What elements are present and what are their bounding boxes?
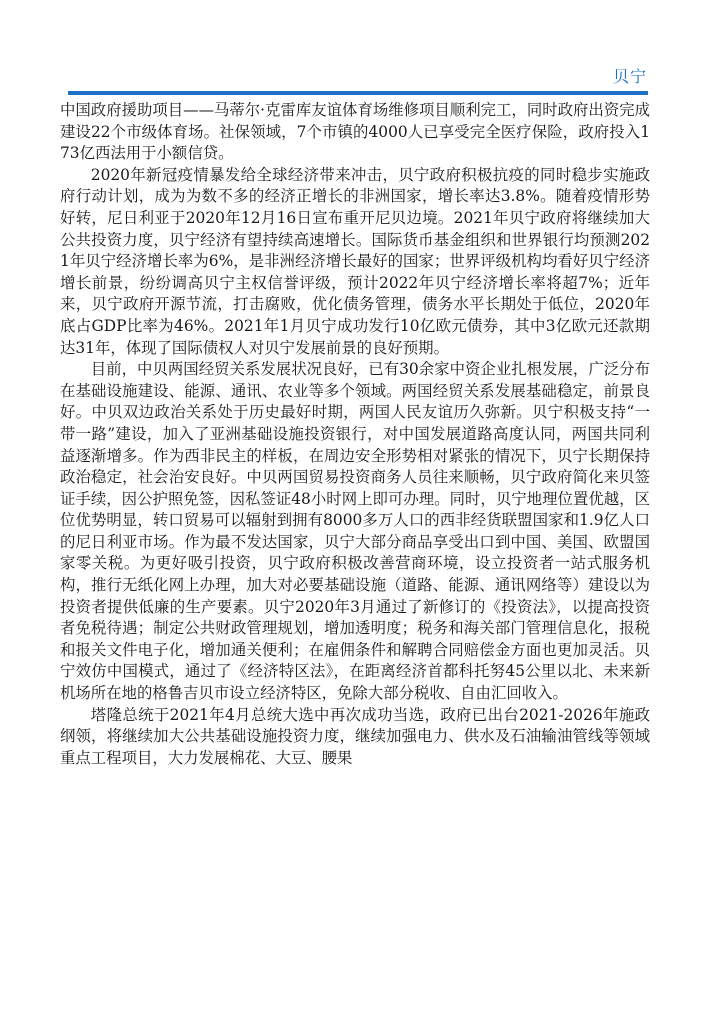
running-header-title: 贝宁	[612, 67, 647, 86]
paragraph-4: 塔隆总统于2021年4月总统大选中再次成功当选，政府已出台2021-2026年施政纲领，将继续加大公共基础设施投资力度，继续加强电力、供水及石油输油管线等领域重点工程项目，大力发展棉花、大豆、腰果	[60, 705, 650, 767]
body-text	[60, 100, 650, 769]
paragraph-2: 2020年新冠疫情暴发给全球经济带来冲击，贝宁政府积极抗疫的同时稳步实施政府行动计划，成为为数不多的经济正增长的非洲国家，增长率达3.8%。随着疫情形势好转，尼日利亚于2020年12月16日宣布重开尼贝边境。2021年贝宁政府将继续加大公共投资力度，贝宁经济有望持续高速增长。国际货币基金组织和世界银行均预测2021年贝宁经济增长率为6%，是非洲经济增长最好的国家；世界评级机构均看好贝宁经济增长前景，纷纷调高贝宁主权信誉评级，预计2022年贝宁经济增长率将超7%；近年来，贝宁政府开源节流，打击腐败，优化债务管理，债务水平长期处于低位，2020年底占GDP比率为46%。2021年1月贝宁成功发行10亿欧元债券，其中3亿欧元还款期达31年，体现了国际债权人对贝宁发展前景的良好预期。	[60, 165, 650, 357]
page-header	[0, 0, 721, 100]
paragraph-3: 目前，中贝两国经贸关系发展状况良好，已有30余家中资企业扎根发展，广泛分布在基础设施建设、能源、通讯、农业等多个领域。两国经贸关系发展基础稳定，前景良好。中贝双边政治关系处于历史最好时期，两国人民友谊历久弥新。贝宁积极支持“一带一路”建设，加入了亚洲基础设施投资银行，对中国发展道路高度认同，两国共同利益逐渐增多。作为西非民主的样板，在周边安全形势相对紧张的情况下，贝宁长期保持政治稳定，社会治安良好。中贝两国贸易投资商务人员往来顺畅，贝宁政府简化来贝签证手续，因公护照免签，因私签证48小时网上即可办理。同时，贝宁地理位置优越，区位优势明显，转口贸易可以辐射到拥有8000多万人口的西非经货联盟国家和1.9亿人口的尼日利亚市场。作为最不发达国家，贝宁大部分商品享受出口到中国、美国、欧盟国家零关税。为更好吸引投资，贝宁政府积极改善营商环境，设立投资者一站式服务机构，推行无纸化网上办理，加大对必要基础设施（道路、能源、通讯网络等）建设以为投资者提供低廉的生产要素。贝宁2020年3月通过了新修订的《投资法》，以提高投资者免税待遇；制定公共财政管理规划，增加透明度；税务和海关部门管理信息化，报税和报关文件电子化，增加通关便利；在雇佣条件和解聘合同赔偿金方面也更加灵活。贝宁效仿中国模式，通过了《经济特区法》，在距离经济首都科托努45公里以北、未来新机场所在地的格鲁吉贝市设立经济特区，免除大部分税收、自由汇回收入。	[60, 360, 650, 703]
header-rule	[68, 91, 648, 95]
paragraph-1: 中国政府援助项目——马蒂尔·克雷库友谊体育场维修项目顺利完工，同时政府出资完成建设22个市级体育场。社保领域，7个市镇的4000人已享受完全医疗保险，政府投入173亿西法用于小额信贷。	[60, 101, 650, 163]
